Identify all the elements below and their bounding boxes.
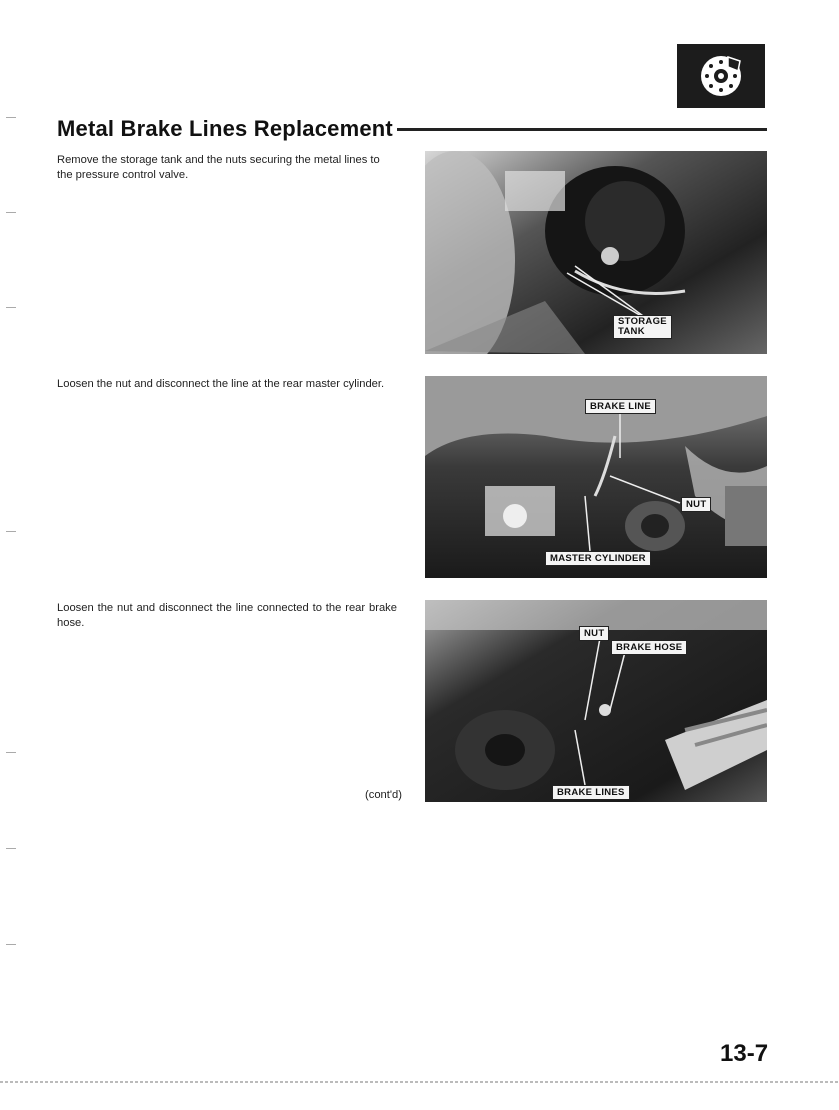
bottom-rule	[0, 1081, 839, 1083]
callout-brake-hose: BRAKE HOSE	[611, 640, 687, 655]
callout-nut: NUT	[681, 497, 711, 512]
margin-mark	[6, 944, 16, 945]
margin-mark	[6, 117, 16, 118]
master-cylinder-photo	[425, 376, 767, 578]
margin-mark	[6, 307, 16, 308]
callout-master-cylinder: MASTER CYLINDER	[545, 551, 651, 566]
brake-hose-photo	[425, 600, 767, 802]
section-tab	[677, 44, 765, 108]
page-title: Metal Brake Lines Replacement	[57, 116, 393, 141]
margin-mark	[6, 212, 16, 213]
title-rule	[397, 128, 767, 131]
step-1-text: Remove the storage tank and the nuts securing the metal lines to the pressure control valve.	[57, 154, 380, 181]
callout-brake-line: BRAKE LINE	[585, 399, 656, 414]
margin-mark	[6, 752, 16, 753]
storage-tank-photo	[425, 151, 767, 354]
step-2-text: Loosen the nut and disconnect the line at the rear master cylinder.	[57, 378, 385, 390]
callout-nut-2: NUT	[579, 626, 609, 641]
continued-note: (cont'd)	[365, 789, 402, 801]
margin-mark	[6, 848, 16, 849]
title-row	[57, 112, 767, 144]
margin-mark	[6, 531, 16, 532]
page-number: 13-7	[720, 1040, 769, 1067]
callout-brake-lines: BRAKE LINES	[552, 785, 630, 800]
callout-storage-tank: STORAGE TANK	[613, 315, 672, 339]
step-3-text: Loosen the nut and disconnect the line connected to the rear brake hose.	[57, 602, 397, 629]
brake-disc-icon	[698, 53, 744, 99]
